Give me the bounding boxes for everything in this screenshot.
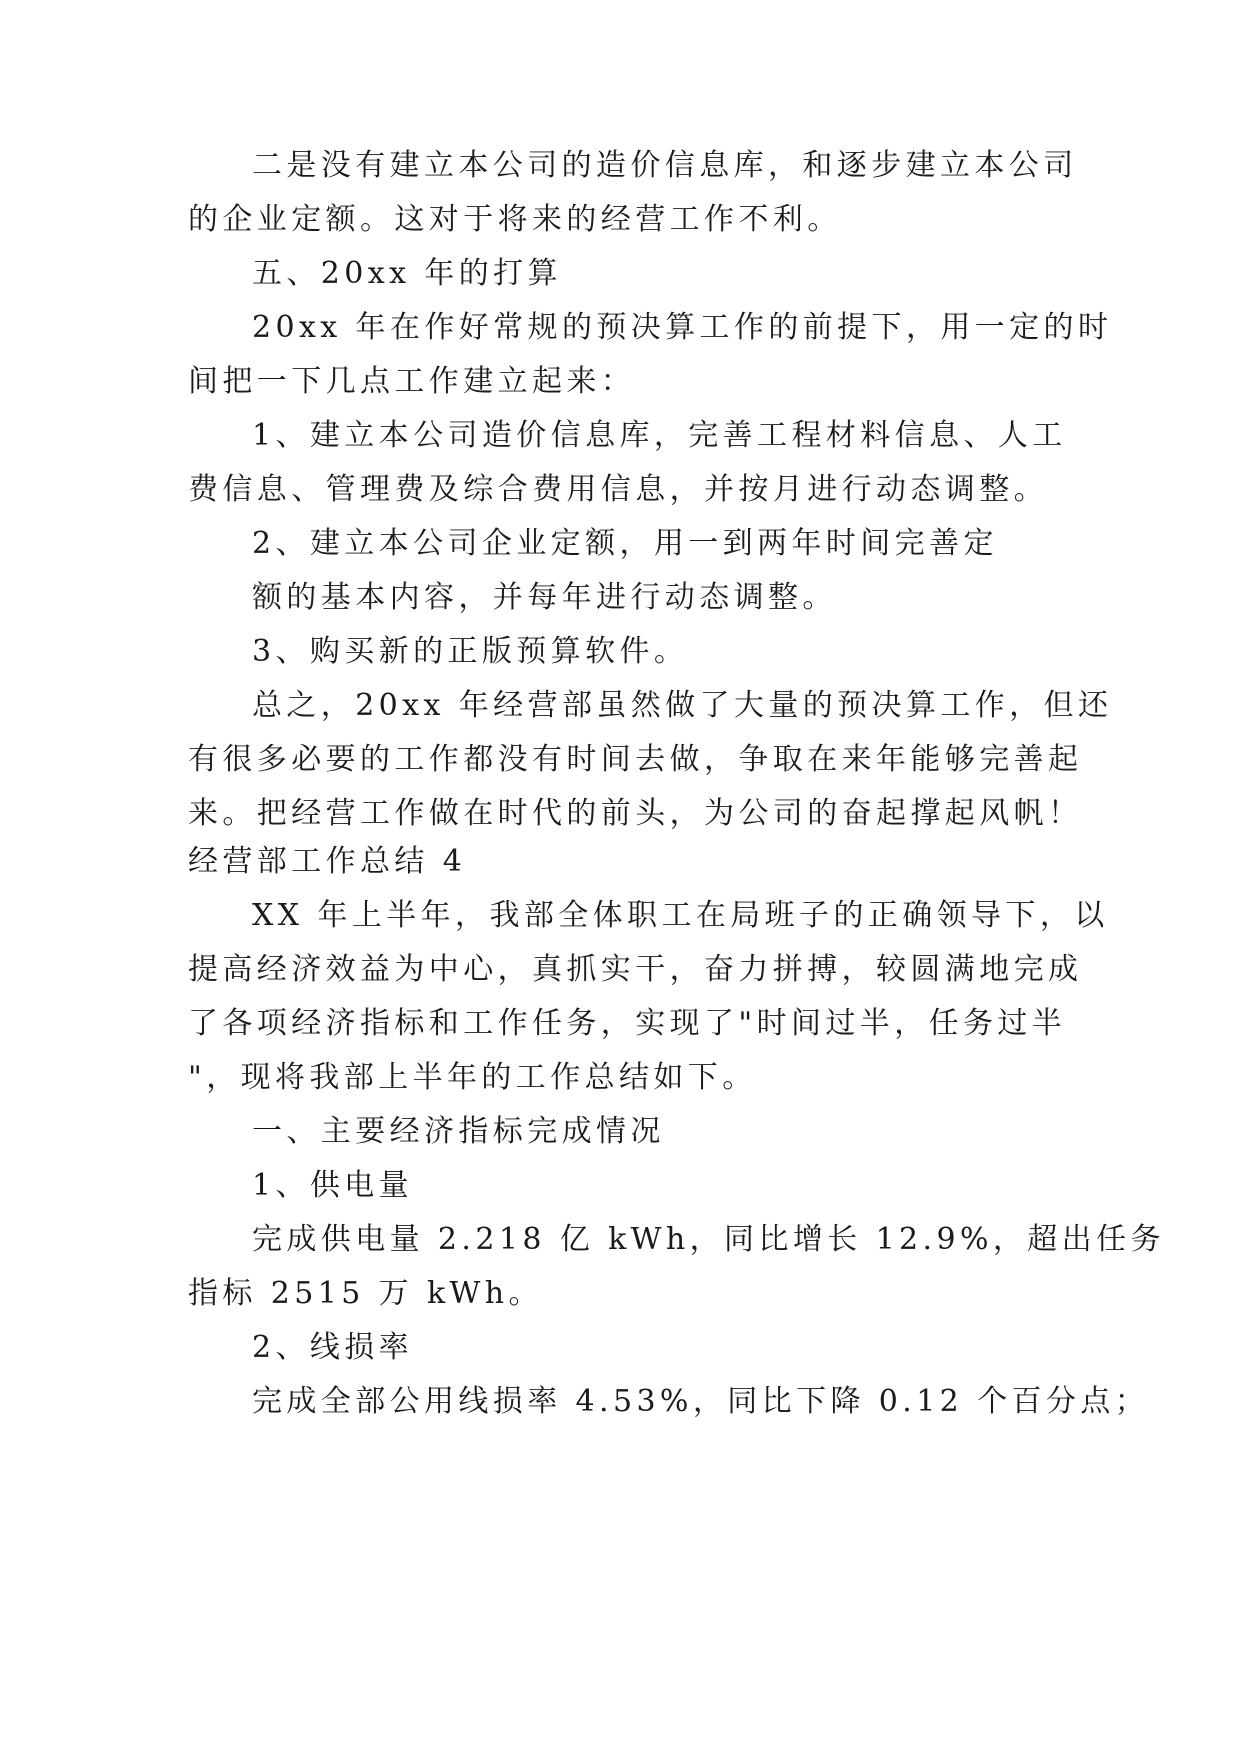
paragraph-line: 20xx 年在作好常规的预决算工作的前提下，用一定的时 xyxy=(252,310,1113,345)
paragraph-line: 完成供电量 2.218 亿 kWh，同比增长 12.9%，超出任务 xyxy=(252,1222,1165,1257)
paragraph-line: 完成全部公用线损率 4.53%，同比下降 0.12 个百分点； xyxy=(252,1384,1150,1419)
subsection-heading: 1、供电量 xyxy=(252,1168,414,1203)
paragraph-line: 间把一下几点工作建立起来： xyxy=(188,364,636,399)
paragraph-line: 来。把经营工作做在时代的前头，为公司的奋起撑起风帆！ xyxy=(188,796,1083,831)
paragraph-line: 有很多必要的工作都没有时间去做，争取在来年能够完善起 xyxy=(188,742,1083,777)
paragraph-line: "，现将我部上半年的工作总结如下。 xyxy=(188,1060,757,1095)
list-item-line: 1、建立本公司造价信息库，完善工程材料信息、人工 xyxy=(252,418,1067,453)
paragraph-line: 指标 2515 万 kWh。 xyxy=(188,1276,543,1311)
paragraph-line: 了各项经济指标和工作任务，实现了"时间过半，任务过半 xyxy=(188,1006,1067,1041)
list-item-line: 额的基本内容，并每年进行动态调整。 xyxy=(252,580,837,615)
paragraph-line: 的企业定额。这对于将来的经营工作不利。 xyxy=(188,202,842,237)
paragraph-line: 二是没有建立本公司的造价信息库，和逐步建立本公司 xyxy=(252,148,1078,183)
section-heading: 五、20xx 年的打算 xyxy=(252,256,562,291)
document-title: 经营部工作总结 4 xyxy=(188,844,467,879)
paragraph-line: 提高经济效益为中心，真抓实干，奋力拼搏，较圆满地完成 xyxy=(188,952,1083,987)
list-item-line: 3、购买新的正版预算软件。 xyxy=(252,634,689,669)
paragraph-line: 总之，20xx 年经营部虽然做了大量的预决算工作，但还 xyxy=(252,688,1113,723)
subsection-heading: 2、线损率 xyxy=(252,1330,414,1365)
list-item-line: 2、建立本公司企业定额，用一到两年时间完善定 xyxy=(252,526,998,561)
list-item-line: 费信息、管理费及综合费用信息，并按月进行动态调整。 xyxy=(188,472,1048,507)
section-heading: 一、主要经济指标完成情况 xyxy=(252,1114,665,1149)
paragraph-line: XX 年上半年，我部全体职工在局班子的正确领导下，以 xyxy=(252,898,1109,933)
